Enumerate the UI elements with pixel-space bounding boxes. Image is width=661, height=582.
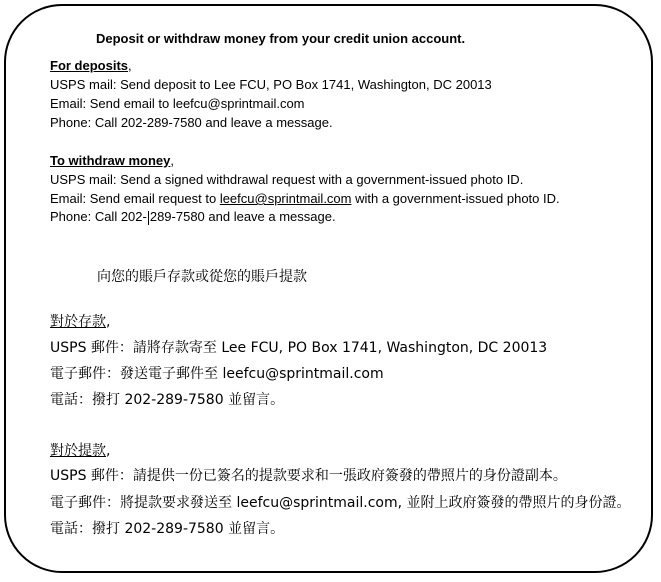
deposits-heading-suffix: , [128,58,132,73]
chinese-withdraw-email: 電子郵件：將提款要求發送至 leefcu@sprintmail.com, 並附上政府簽發的帶照片的身份證。 [50,495,631,511]
chinese-withdraw-mail: USPS 郵件：請提供一份已簽名的提款要求和一張政府簽發的帶照片的身份證副本。 [50,468,567,484]
chinese-deposit-mail: USPS 郵件：請將存款寄至 Lee FCU, PO Box 1741, Washington, DC 20013 [50,340,548,356]
chinese-deposits-heading [50,313,110,331]
withdraw-email-suffix: with a government-issued photo ID. [351,191,560,206]
withdraw-email-link[interactable]: leefcu@sprintmail.com [219,191,352,206]
zh-deposits-heading-suffix: , [106,314,111,330]
zh-deposits-heading-text: 對於存款 [50,314,106,330]
english-withdraw-phone [50,209,336,225]
withdraw-phone-suffix: 289-7580 and leave a message. [149,209,336,224]
withdraw-email-prefix: Email: Send email request to [50,191,220,206]
english-deposit-email: Email: Send email to leefcu@sprintmail.com [50,96,305,111]
deposits-heading-text: For deposits [50,58,129,73]
withdraw-heading-suffix: , [170,153,175,168]
english-title: Deposit or withdraw money from your credit union account. [96,31,466,46]
chinese-title: 向您的賬戶存款或從您的賬戶提款 [97,269,307,285]
chinese-deposit-email: 電子郵件：發送電子郵件至 leefcu@sprintmail.com [50,366,384,382]
chinese-withdraw-phone: 電話：撥打 202-289-7580 並留言。 [50,521,285,537]
english-deposits-heading [50,58,132,74]
english-withdraw-email [50,191,560,207]
chinese-deposit-phone: 電話：撥打 202-289-7580 並留言。 [50,392,285,408]
english-deposit-phone: Phone: Call 202-289-7580 and leave a message. [50,115,333,130]
withdraw-phone-prefix: Phone: Call 202- [50,209,147,224]
english-deposit-mail: USPS mail: Send deposit to Lee FCU, PO Box 1741, Washington, DC 20013 [50,77,492,92]
withdraw-heading-text: To withdraw money [50,153,171,168]
text-cursor [148,211,149,225]
zh-withdraw-heading-suffix: , [106,443,111,459]
english-withdraw-mail: USPS mail: Send a signed withdrawal request with a government-issued photo ID. [50,172,524,187]
english-withdraw-heading [50,153,174,169]
zh-withdraw-heading-text: 對於提款 [50,443,106,459]
chinese-withdraw-heading [50,442,110,460]
